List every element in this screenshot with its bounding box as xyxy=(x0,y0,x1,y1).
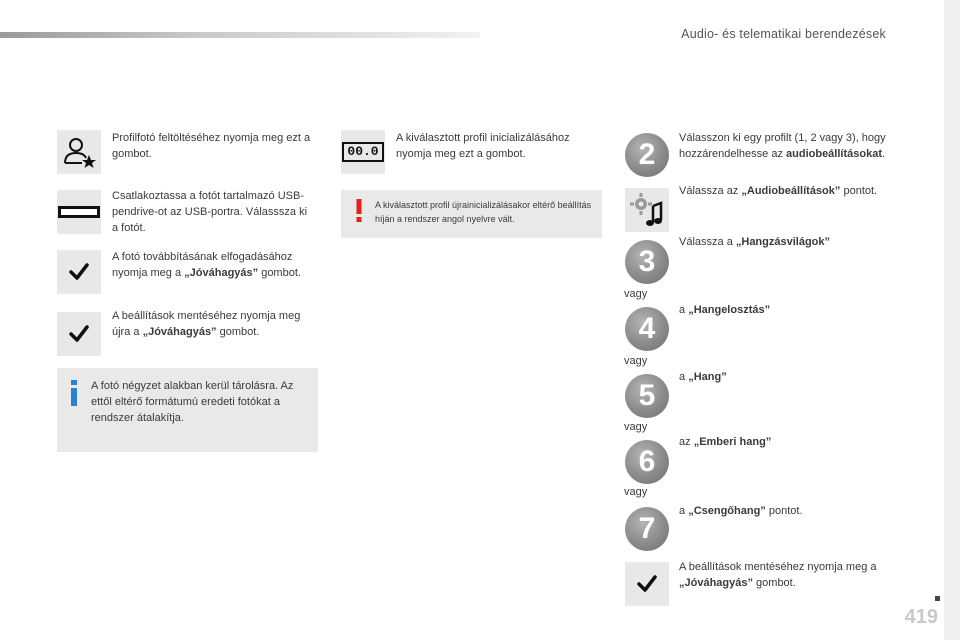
warning-text: A kiválasztott profil újrainicializálásakor eltérő beállítás híján a rendszer angol nyelvre vált. xyxy=(375,200,592,224)
step-confirm-photo-pre: A fotó továbbításának elfogadásához nyomja meg a xyxy=(112,251,293,279)
step-confirm-settings-pre: A beállítások mentéséhez nyomja meg újra a xyxy=(112,310,301,338)
audio-pre: Válassza az xyxy=(679,185,742,197)
final-confirm-button xyxy=(625,562,669,606)
profile-photo-button xyxy=(57,130,101,174)
confirm-label: „Jóváhagyás” xyxy=(142,326,217,338)
or-label: vagy xyxy=(624,355,648,367)
audio-settings-button xyxy=(625,188,669,232)
step-confirm-settings-post: gombot. xyxy=(216,326,260,338)
step6-bold: „Emberi hang” xyxy=(693,436,772,448)
usb-bar-icon xyxy=(57,202,101,222)
step-number-5: 5 xyxy=(625,374,669,418)
step-number-6: 6 xyxy=(625,440,669,484)
or-label: vagy xyxy=(624,421,648,433)
warning-icon xyxy=(355,199,363,223)
step7-pre: a xyxy=(679,505,689,517)
info-box xyxy=(57,368,318,452)
step-reset-text: A kiválasztott profil inicializálásához nyomja meg ezt a gombot. xyxy=(396,132,570,160)
page-marker xyxy=(935,596,940,601)
audio-post: pontot. xyxy=(840,185,878,197)
page-header-title: Audio- és telematikai berendezések xyxy=(681,27,886,41)
final-bold: „Jóváhagyás” xyxy=(679,577,753,589)
step-number-4: 4 xyxy=(625,307,669,351)
gear-music-icon xyxy=(627,190,667,230)
final-confirm-text xyxy=(679,559,879,591)
or-label: vagy xyxy=(624,288,648,300)
final-pre: A beállítások mentéséhez nyomja meg a xyxy=(679,561,877,573)
step-confirm-photo-text xyxy=(112,249,317,281)
step7-text xyxy=(679,503,894,519)
page-number: 419 xyxy=(904,606,938,628)
step3-text xyxy=(679,234,894,250)
step-number-3: 3 xyxy=(625,240,669,284)
usb-button xyxy=(57,190,101,234)
reset-value-display xyxy=(342,142,383,162)
audio-bold: „Audiobeállítások” xyxy=(741,185,841,197)
step4-pre: a xyxy=(679,304,689,316)
right-margin-strip xyxy=(944,0,960,640)
info-text: A fotó négyzet alakban kerül tárolásra. Az ettől eltérő formátumú eredeti fotókat a rendszer átalakítja. xyxy=(91,380,294,424)
step-number-7: 7 xyxy=(625,507,669,551)
info-icon xyxy=(69,380,79,406)
step2-pre: Válasszon ki egy profilt (1, 2 vagy 3), hogy hozzárendelhesse az xyxy=(679,132,886,160)
step6-pre: az xyxy=(679,436,694,448)
step-confirm-settings-text xyxy=(112,308,317,340)
step-profile-photo-text: Profilfotó feltöltéséhez nyomja meg ezt a gombot. xyxy=(112,132,311,160)
step2-post: . xyxy=(882,148,886,160)
step-usb-text: Csatlakoztassa a fotót tartalmazó USB-pendrive-ot az USB-portra. Válasssza ki a fotót. xyxy=(112,190,308,234)
checkmark-icon xyxy=(636,573,658,595)
confirm-photo-button xyxy=(57,250,101,294)
audio-settings-text xyxy=(679,183,894,199)
step3-bold: „Hangzásvilágok” xyxy=(735,236,831,248)
header-bar xyxy=(0,32,480,38)
step-confirm-photo-post: gombot. xyxy=(258,267,301,279)
warning-box xyxy=(341,190,602,238)
step5-pre: a xyxy=(679,371,689,383)
step7-bold: „Csengőhang” xyxy=(688,505,766,517)
or-label: vagy xyxy=(624,486,648,498)
step5-bold: „Hang” xyxy=(688,371,727,383)
step2-bold: audiobeállításokat xyxy=(786,148,882,160)
step2-text xyxy=(679,130,894,162)
step4-text xyxy=(679,302,894,318)
step4-bold: „Hangelosztás” xyxy=(688,304,771,316)
profile-star-icon xyxy=(60,133,98,171)
final-post: gombot. xyxy=(752,577,796,589)
reset-value-label: 00.0 xyxy=(347,144,379,159)
step3-pre: Válassza a xyxy=(679,236,736,248)
step5-text xyxy=(679,369,894,385)
checkmark-icon xyxy=(68,323,90,345)
step6-text xyxy=(679,434,894,450)
confirm-label: „Jóváhagyás” xyxy=(184,267,259,279)
confirm-settings-button xyxy=(57,312,101,356)
checkmark-icon xyxy=(68,261,90,283)
step-number-2: 2 xyxy=(625,133,669,177)
step7-post: pontot. xyxy=(765,505,803,517)
reset-profile-button xyxy=(341,130,385,174)
